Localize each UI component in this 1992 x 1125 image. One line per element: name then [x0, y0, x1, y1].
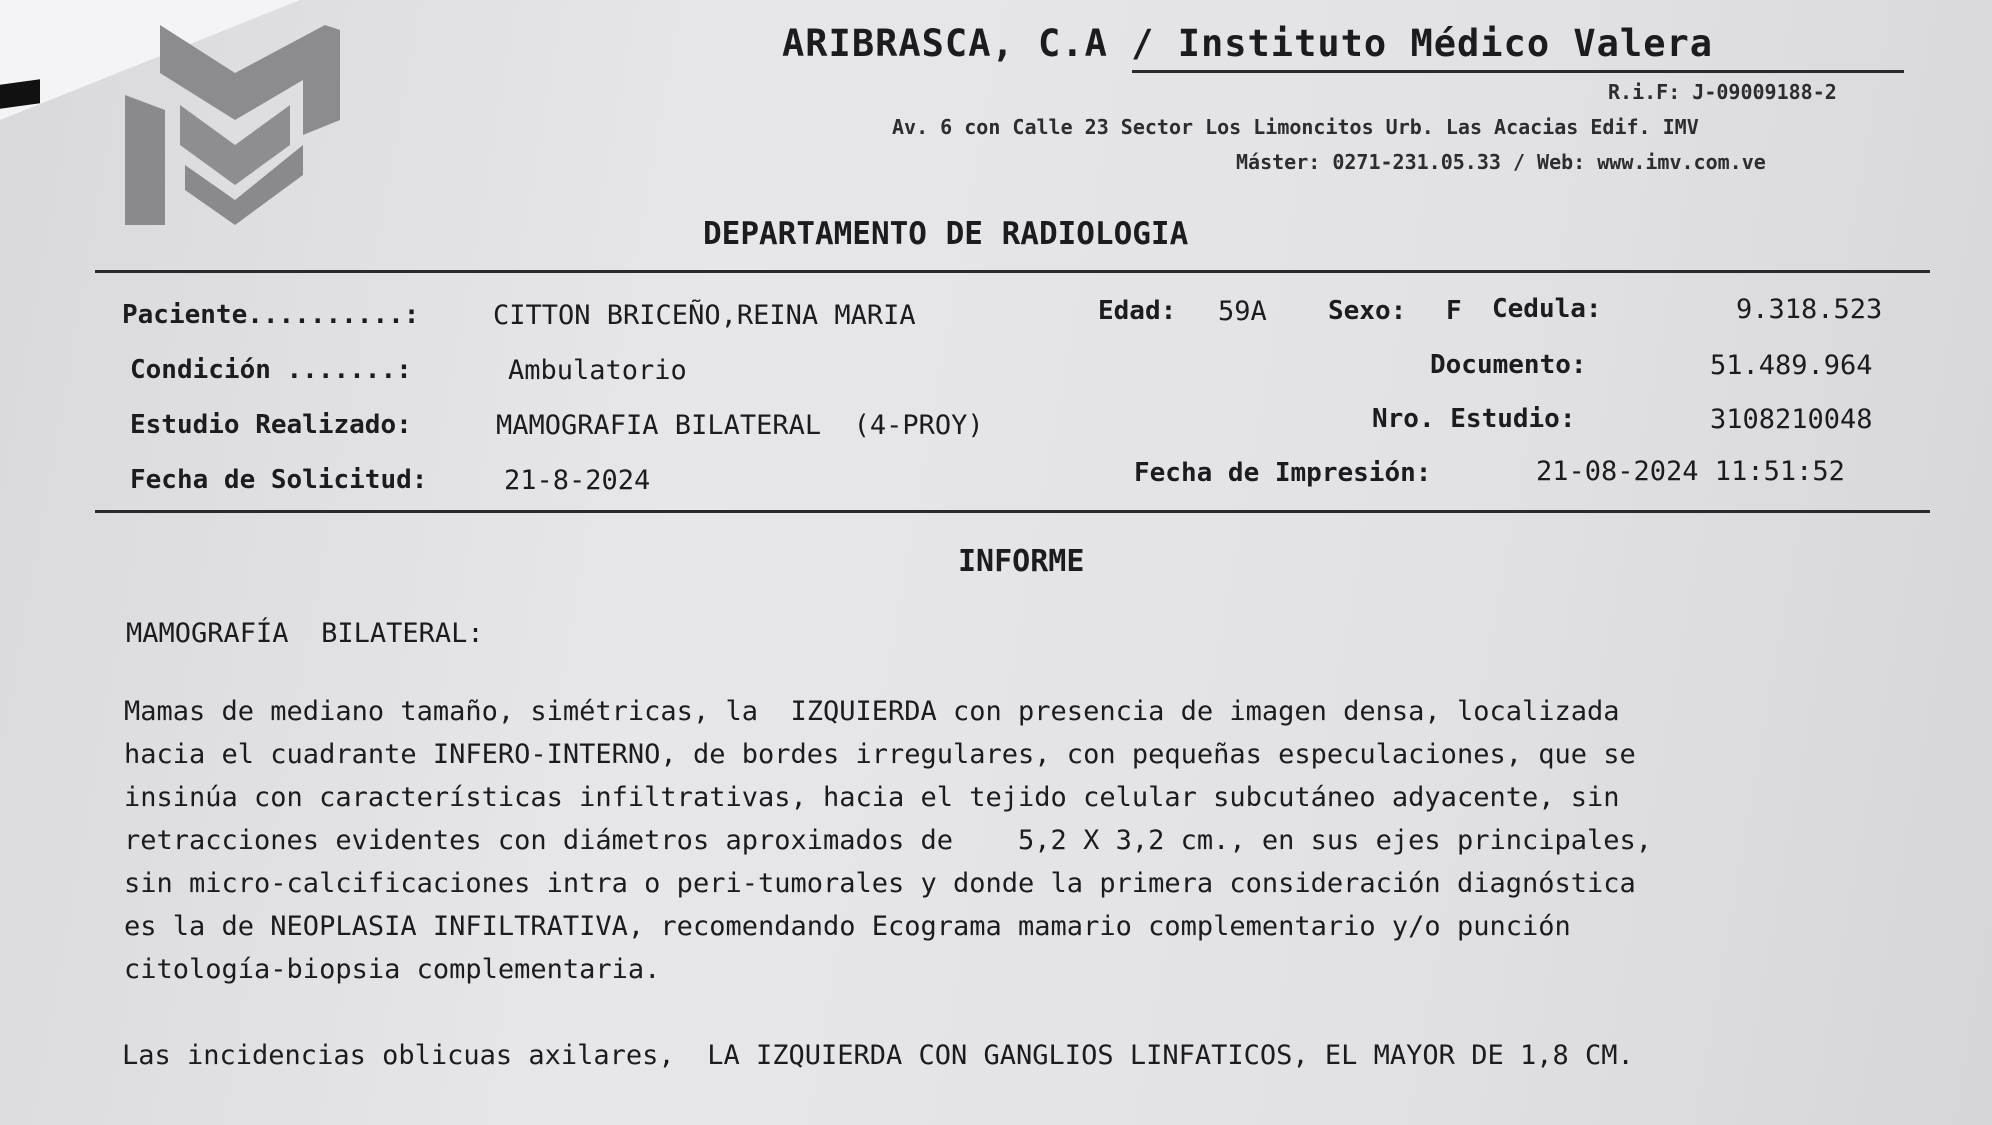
cedula-label: Cedula: [1492, 294, 1602, 324]
company-name: ARIBRASCA, C.A / Instituto Médico Valera [782, 22, 1714, 65]
nro-estudio-value: 3108210048 [1710, 404, 1873, 435]
condicion-value: Ambulatorio [508, 355, 687, 386]
nro-estudio-label: Nro. Estudio: [1372, 404, 1576, 434]
edad-value: 59A [1218, 296, 1267, 327]
address: Av. 6 con Calle 23 Sector Los Limoncitos Urb. Las Acacias Edif. IMV [892, 115, 1699, 139]
axilar-line: Las incidencias oblicuas axilares, LA IZQUIERDA CON GANGLIOS LINFATICOS, EL MAYOR DE 1,8 CM. [122, 1040, 1634, 1071]
sexo-label: Sexo: [1328, 296, 1407, 326]
documento-value: 51.489.964 [1710, 350, 1873, 381]
fecha-solicitud-label: Fecha de Solicitud: [130, 465, 428, 495]
condicion-label: Condición .......: [130, 355, 412, 385]
sexo-value: F [1446, 296, 1462, 326]
paciente-label: Paciente..........: [122, 300, 420, 330]
fecha-impresion-label: Fecha de Impresión: [1134, 458, 1432, 488]
paragraph-line: es la de NEOPLASIA INFILTRATIVA, recomendando Ecograma mamario complementario y/o punción [124, 911, 1571, 942]
rif-number: R.i.F: J-09009188-2 [1608, 80, 1837, 104]
estudio-value: MAMOGRAFIA BILATERAL (4-PROY) [496, 410, 984, 441]
top-rule [95, 270, 1930, 273]
paragraph-line: hacia el cuadrante INFERO-INTERNO, de bordes irregulares, con pequeñas especulaciones, que se [124, 739, 1636, 770]
report-title: INFORME [958, 544, 1085, 579]
edad-label: Edad: [1098, 296, 1177, 326]
contact-info: Máster: 0271-231.05.33 / Web: www.imv.com.ve [1236, 150, 1766, 174]
cedula-value: 9.318.523 [1736, 294, 1883, 325]
department-title: DEPARTAMENTO DE RADIOLOGIA [703, 216, 1189, 252]
report-paragraph [124, 690, 1652, 991]
paragraph-line: Mamas de mediano tamaño, simétricas, la IZQUIERDA con presencia de imagen densa, localizada [124, 696, 1620, 727]
documento-label: Documento: [1430, 350, 1587, 380]
bottom-rule [95, 510, 1930, 513]
fecha-impresion-value: 21-08-2024 11:51:52 [1536, 456, 1845, 487]
estudio-label: Estudio Realizado: [130, 410, 412, 440]
company-underline [1132, 70, 1904, 73]
section-heading: MAMOGRAFÍA BILATERAL: [126, 618, 484, 649]
paciente-value: CITTON BRICEÑO,REINA MARIA [493, 300, 916, 331]
fecha-solicitud-value: 21-8-2024 [504, 465, 651, 496]
paragraph-line: sin micro-calcificaciones intra o peri-tumorales y donde la primera consideración diagnóstica [124, 868, 1636, 899]
paragraph-line: citología-biopsia complementaria. [124, 954, 661, 985]
imv-logo [125, 25, 340, 225]
paragraph-line: insinúa con características infiltrativas, hacia el tejido celular subcutáneo adyacente, sin [124, 782, 1620, 813]
paragraph-line: retracciones evidentes con diámetros aproximados de 5,2 X 3,2 cm., en sus ejes principales, [124, 825, 1653, 856]
